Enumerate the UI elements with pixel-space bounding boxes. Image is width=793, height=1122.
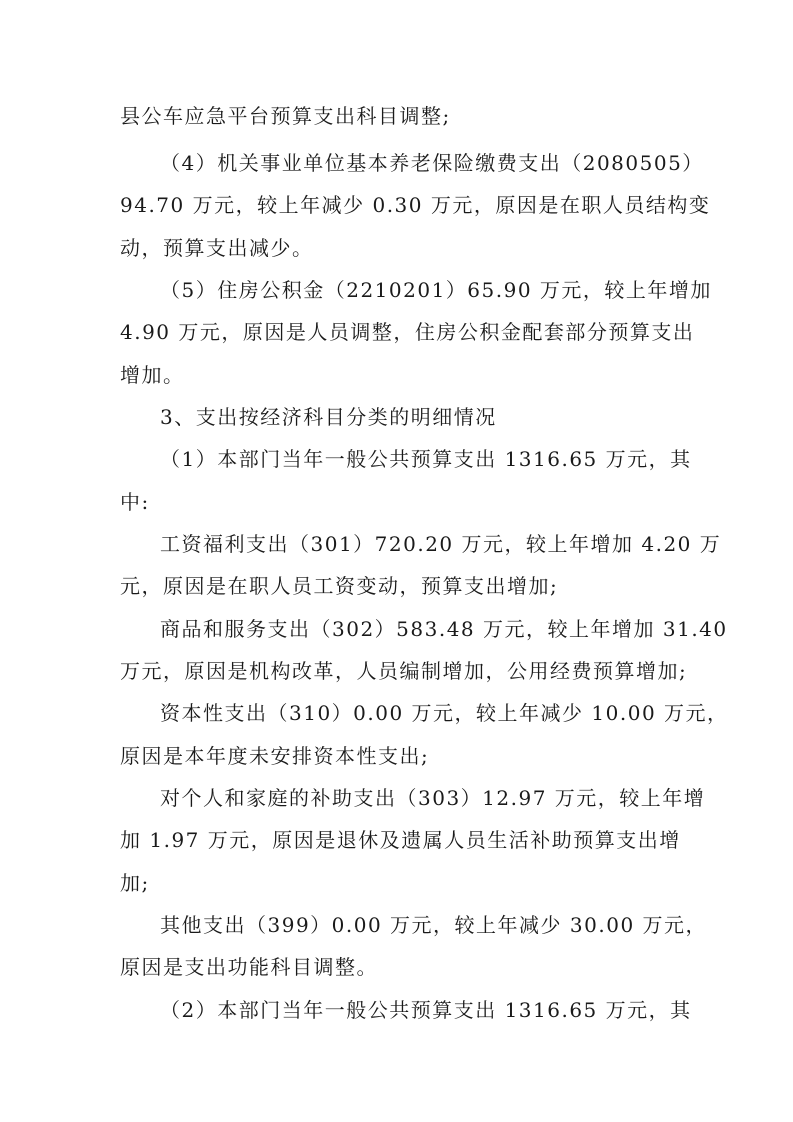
paragraph-line: 元，原因是在职人员工资变动，预算支出增加; bbox=[120, 574, 559, 598]
paragraph-line: 资本性支出（310）0.00 万元，较上年减少 10.00 万元， bbox=[160, 701, 729, 725]
paragraph-line: 原因是支出功能科目调整。 bbox=[120, 955, 378, 979]
paragraph-line: 其他支出（399）0.00 万元，较上年减少 30.00 万元， bbox=[160, 913, 708, 937]
paragraph-line: 4.90 万元，原因是人员调整，住房公积金配套部分预算支出 bbox=[120, 320, 695, 344]
paragraph-line: 原因是本年度未安排资本性支出; bbox=[120, 744, 430, 768]
paragraph-line: 万元，原因是机构改革，人员编制增加，公用经费预算增加; bbox=[120, 659, 688, 683]
paragraph-line: （5）住房公积金（2210201）65.90 万元，较上年增加 bbox=[160, 278, 712, 302]
paragraph-line: 增加。 bbox=[120, 363, 185, 387]
paragraph-line: 工资福利支出（301）720.20 万元，较上年增加 4.20 万 bbox=[160, 532, 722, 556]
paragraph-line: 中: bbox=[120, 490, 150, 514]
paragraph-line: 94.70 万元，较上年减少 0.30 万元，原因是在职人员结构变 bbox=[120, 193, 711, 217]
paragraph-line: （1）本部门当年一般公共预算支出 1316.65 万元，其 bbox=[160, 447, 692, 471]
paragraph-line: 商品和服务支出（302）583.48 万元，较上年增加 31.40 bbox=[160, 617, 728, 641]
section-heading: 3、支出按经济科目分类的明细情况 bbox=[160, 405, 497, 429]
paragraph-line: 加 1.97 万元，原因是退休及遗属人员生活补助预算支出增 bbox=[120, 828, 681, 852]
paragraph-line: （2）本部门当年一般公共预算支出 1316.65 万元，其 bbox=[160, 998, 692, 1022]
paragraph-line: 县公车应急平台预算支出科目调整; bbox=[120, 104, 451, 128]
paragraph-line: 加; bbox=[120, 871, 150, 895]
paragraph-line: （4）机关事业单位基本养老保险缴费支出（2080505） bbox=[160, 151, 704, 175]
paragraph-line: 动，预算支出减少。 bbox=[120, 236, 314, 260]
paragraph-line: 对个人和家庭的补助支出（303）12.97 万元，较上年增 bbox=[160, 786, 706, 810]
